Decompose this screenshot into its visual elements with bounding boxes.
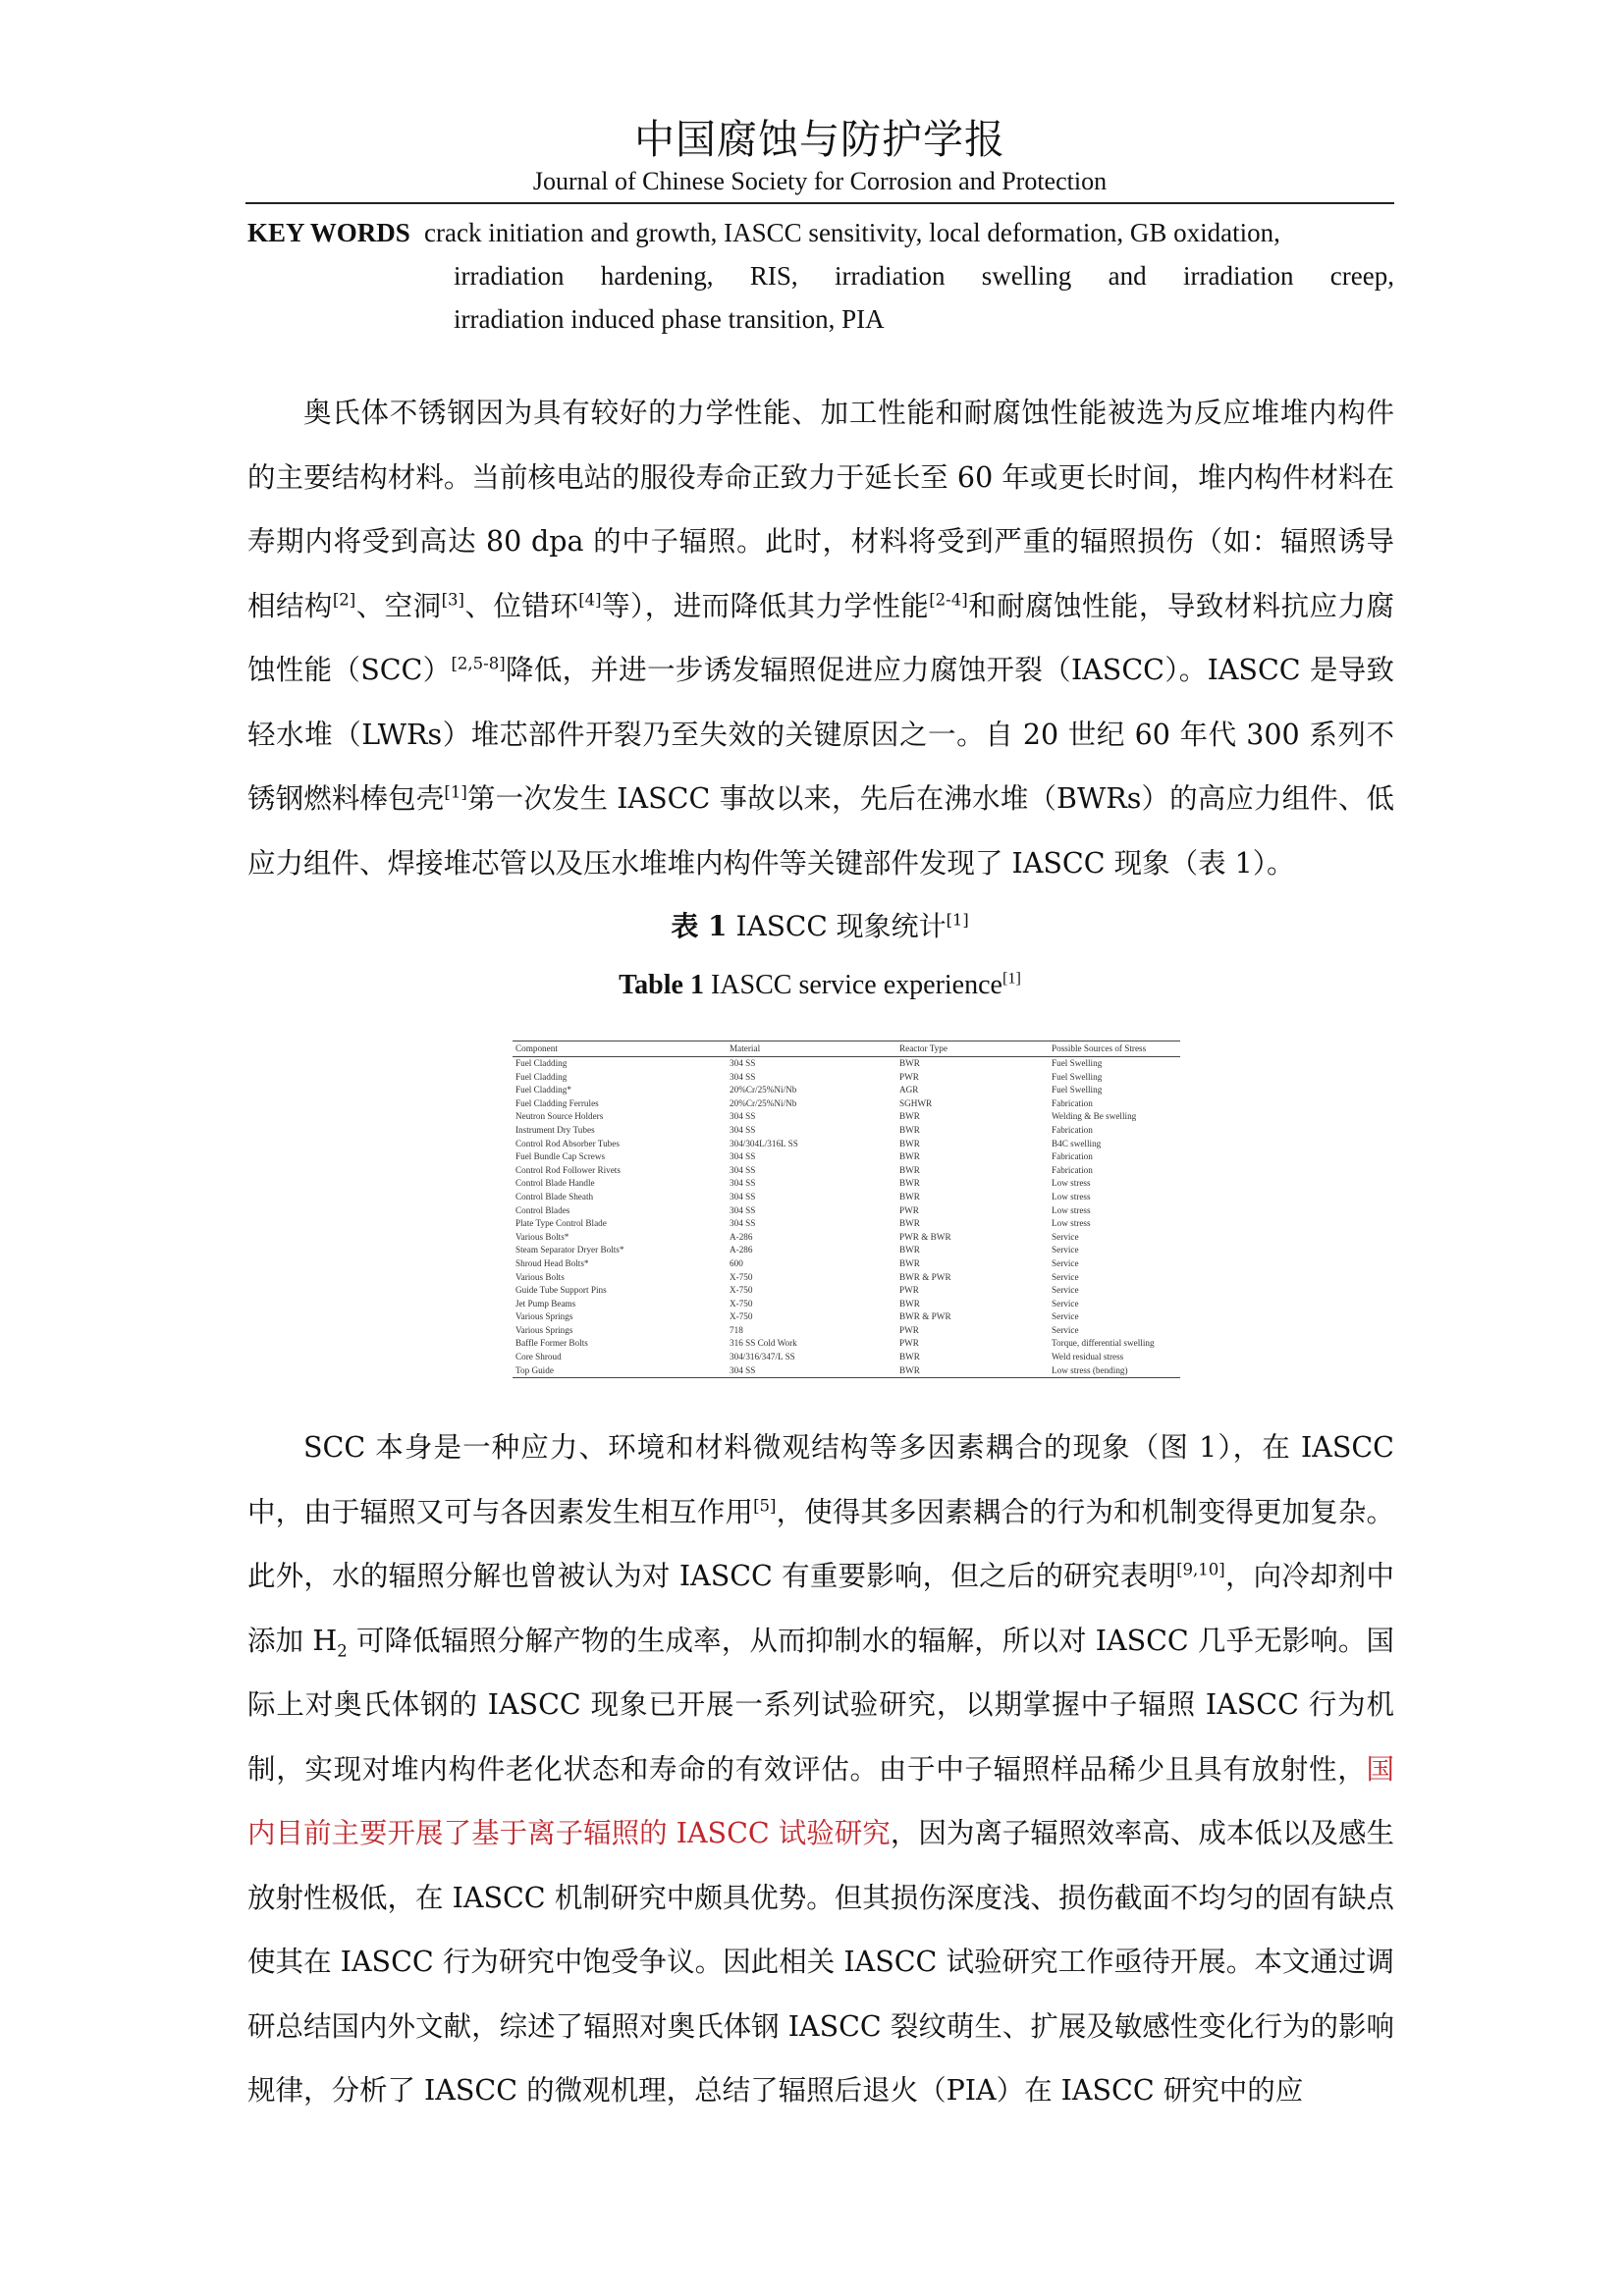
cell-material: 304/316/347/L SS — [730, 1352, 795, 1362]
cell-stress-source: Fabrication — [1052, 1164, 1093, 1175]
table-row — [513, 1097, 1180, 1111]
cell-stress-source: Low stress (bending) — [1049, 1364, 1180, 1378]
cell-stress-source: Service — [1052, 1298, 1079, 1308]
cell-reactor-type: BWR — [899, 1164, 920, 1175]
cell-reactor-type: PWR — [899, 1071, 919, 1082]
keywords-line-1: crack initiation and growth, IASCC sensitivity, local deformation, GB oxidation, — [424, 218, 1280, 247]
cell-stress-source: Service — [1052, 1231, 1079, 1242]
cell-component: Control Rod Follower Rivets — [515, 1164, 621, 1175]
cell-component: Various Bolts* — [515, 1231, 569, 1242]
text-run: 可降低辐照分解产物的生成率，从而抑制水的辐解，所以对 IASCC 几乎无影响。国际上对奥氏体钢的 IASCC 现象已开展一系列试验研究，以期掌握中子辐照 IASCC 行为机制，实现对堆内构件老化状态和寿命的有效评估。由于中子辐照样品稀少且具有放射性， — [247, 1624, 1394, 1786]
table-row — [513, 1150, 1180, 1164]
cell-component: Various Springs — [515, 1311, 573, 1322]
cell-reactor-type: AGR — [899, 1085, 919, 1095]
cell-component: Top Guide — [513, 1364, 727, 1378]
header-stress-sources: Possible Sources of Stress — [1049, 1041, 1180, 1057]
table-row — [513, 1124, 1180, 1138]
cell-stress-source: Fabrication — [1052, 1097, 1093, 1108]
cell-component: Instrument Dry Tubes — [515, 1124, 595, 1135]
cell-stress-source: Welding & Be swelling — [1052, 1111, 1137, 1122]
cell-material: A-286 — [730, 1245, 753, 1255]
table-row — [513, 1110, 1180, 1124]
cell-reactor-type: BWR — [899, 1178, 920, 1189]
cell-component: Control Blade Sheath — [515, 1191, 594, 1201]
cell-material: 304 SS — [730, 1218, 756, 1229]
citation: [1] — [946, 910, 969, 930]
table-caption-en — [245, 970, 1394, 1001]
table-body — [513, 1057, 1180, 1378]
journal-title-cn: 中国腐蚀与防护学报 — [634, 116, 1005, 163]
cell-reactor-type: PWR — [899, 1285, 919, 1296]
citation: [1] — [1001, 969, 1021, 988]
cell-reactor-type: BWR — [899, 1257, 920, 1268]
text-run: ，因为离子辐照效率高、成本低以及感生放射性极低，在 IASCC 机制研究中颇具优势。但其损伤深度浅、损伤截面不均匀的固有缺点使其在 IASCC 行为研究中饱受争议。因此相关 IASCC 试验研究工作亟待开展。本文通过调研总结国内外文献，综述了辐照对奥氏体钢 IASCC 裂纹萌生、扩展及敏感性变化行为的影响规律，分析了 IASCC 的微观机理，总结了辐照后退火（PIA）在 IASCC 研究中的应 — [247, 1817, 1394, 2107]
table-row — [513, 1231, 1180, 1245]
cell-stress-source: B4C swelling — [1052, 1138, 1102, 1148]
cell-stress-source: Low stress — [1052, 1204, 1091, 1215]
cell-stress-source: Torque, differential swelling — [1052, 1338, 1155, 1349]
highlighted-text: 国内目前主要开展了基于离子辐照的 IASCC 试验研究 — [247, 1752, 1394, 1849]
cell-stress-source: Low stress — [1052, 1178, 1091, 1189]
cell-reactor-type: BWR — [899, 1138, 920, 1148]
table-row — [513, 1217, 1180, 1231]
cell-material: 20%Cr/25%Ni/Nb — [730, 1085, 797, 1095]
text-run: 等），进而降低其力学性能 — [601, 589, 930, 622]
table-row — [513, 1071, 1180, 1085]
table-row — [513, 1164, 1180, 1178]
citation: [3] — [441, 590, 464, 609]
cell-reactor-type: BWR — [899, 1058, 920, 1068]
journal-title-en: Journal of Chinese Society for Corrosion and Protection — [532, 167, 1108, 195]
text-run: 第一次发生 IASCC 事故以来，先后在沸水堆（BWRs）的高应力组件、低应力组件、焊接堆芯管以及压水堆堆内构件等关键部件发现了 IASCC 现象（表 1）。 — [247, 782, 1394, 880]
keywords-line-2: irradiation hardening, RIS, irradiation swelling and irradiation creep, — [454, 261, 1394, 291]
citation: [1] — [444, 782, 467, 802]
keywords-label: KEY WORDS — [247, 218, 410, 247]
text-run: 降低，并进一步诱发辐照促进应力腐蚀开裂（IASCC）。IASCC 是导致轻水堆（LWRs）堆芯部件开裂乃至失效的关键原因之一。自 20 世纪 60 年代 300 系列不锈钢燃料棒包壳 — [247, 654, 1395, 815]
cell-component: Shroud Head Bolts* — [515, 1257, 589, 1268]
citation: [2-4] — [929, 590, 968, 609]
text-run: 奥氏体不锈钢因为具有较好的力学性能、加工性能和耐腐蚀性能被选为反应堆堆内构件的主要结构材料。当前核电站的服役寿命正致力于延长至 60 年或更长时间，堆内构件材料在寿期内将受到高达 80 dpa 的中子辐照。此时，材料将受到严重的辐照损伤（如：辐照诱导相结构 — [247, 397, 1394, 622]
cell-reactor-type: BWR & PWR — [899, 1271, 951, 1282]
cell-component: Jet Pump Beams — [515, 1298, 576, 1308]
cell-component: Baffle Former Bolts — [515, 1338, 588, 1349]
cell-reactor-type: BWR — [899, 1111, 920, 1122]
text-run: ，向冷却剂中添加 H — [247, 1560, 1394, 1657]
cell-stress-source: Fabrication — [1052, 1124, 1093, 1135]
cell-reactor-type: BWR — [896, 1364, 1049, 1378]
text-run: 、空洞 — [355, 589, 442, 622]
keywords-line-3: irradiation induced phase transition, PIA — [454, 304, 885, 334]
table-row — [513, 1257, 1180, 1271]
table-row — [513, 1271, 1180, 1285]
cell-stress-source: Fuel Swelling — [1052, 1058, 1103, 1068]
cell-component: Guide Tube Support Pins — [515, 1285, 607, 1296]
table-row — [513, 1177, 1180, 1191]
table-row — [513, 1138, 1180, 1151]
cell-reactor-type: BWR — [899, 1151, 920, 1162]
table-row — [513, 1284, 1180, 1298]
citation: [5] — [753, 1496, 777, 1515]
cell-stress-source: Fuel Swelling — [1052, 1085, 1103, 1095]
cell-material: X-750 — [730, 1311, 753, 1322]
table-header-row — [513, 1041, 1180, 1057]
paragraph-intro-text — [247, 381, 1394, 895]
citation: [9,10] — [1176, 1560, 1225, 1579]
table-row — [513, 1298, 1180, 1311]
cell-material: 304 SS — [730, 1178, 756, 1189]
header-material: Material — [727, 1041, 896, 1057]
journal-header — [245, 114, 1394, 198]
table-row — [513, 1057, 1180, 1071]
caption-label: Table 1 — [619, 970, 704, 1000]
cell-reactor-type: BWR — [899, 1218, 920, 1229]
cell-stress-source: Service — [1052, 1245, 1079, 1255]
iascc-table-grid — [513, 1041, 1180, 1378]
subscript: 2 — [337, 1641, 348, 1661]
cell-material: X-750 — [730, 1271, 753, 1282]
table-row — [513, 1364, 1180, 1378]
cell-material: 304 SS — [730, 1111, 756, 1122]
table-row — [513, 1310, 1180, 1324]
text-run: SCC 本身是一种应力、环境和材料微观结构等多因素耦合的现象（图 1），在 IASCC 中，由于辐照又可与各因素发生相互作用 — [247, 1431, 1394, 1528]
cell-reactor-type: PWR — [899, 1338, 919, 1349]
cell-component: Neutron Source Holders — [515, 1111, 604, 1122]
cell-stress-source: Weld residual stress — [1052, 1352, 1124, 1362]
cell-component: Control Rod Absorber Tubes — [515, 1138, 620, 1148]
cell-stress-source: Service — [1052, 1257, 1079, 1268]
text-run: ，使得其多因素耦合的行为和机制变得更加复杂。此外，水的辐照分解也曾被认为对 IASCC 有重要影响，但之后的研究表明 — [247, 1495, 1394, 1592]
cell-component: Various Bolts — [515, 1271, 565, 1282]
cell-reactor-type: SGHWR — [899, 1097, 933, 1108]
cell-reactor-type: BWR — [899, 1245, 920, 1255]
cell-material: 304 SS — [730, 1151, 756, 1162]
cell-component: Various Springs — [515, 1324, 573, 1335]
cell-material: X-750 — [730, 1285, 753, 1296]
cell-material: 304 SS — [730, 1124, 756, 1135]
cell-component: Core Shroud — [515, 1352, 562, 1362]
paragraph-scc — [247, 1415, 1394, 2123]
text-run: 、位错环 — [463, 589, 579, 622]
table-row — [513, 1204, 1180, 1218]
cell-material: 304 SS — [730, 1071, 756, 1082]
cell-material: 718 — [730, 1324, 743, 1335]
caption-text: IASCC service experience — [703, 970, 1002, 1000]
cell-component: Plate Type Control Blade — [515, 1218, 607, 1229]
table-caption-cn — [245, 905, 1394, 944]
cell-material: 304 SS — [730, 1058, 756, 1068]
table-row — [513, 1324, 1180, 1338]
cell-component: Control Blade Handle — [515, 1178, 595, 1189]
cell-reactor-type: BWR & PWR — [899, 1311, 951, 1322]
cell-reactor-type: PWR — [899, 1204, 919, 1215]
cell-stress-source: Service — [1052, 1271, 1079, 1282]
cell-reactor-type: BWR — [899, 1352, 920, 1362]
header-rule — [245, 202, 1394, 204]
cell-component: Control Blades — [515, 1204, 570, 1215]
cell-reactor-type: BWR — [899, 1298, 920, 1308]
cell-material: 304 SS — [730, 1191, 756, 1201]
header-component: Component — [513, 1041, 727, 1057]
table-row — [513, 1191, 1180, 1204]
cell-stress-source: Service — [1052, 1324, 1079, 1335]
cell-material: 20%Cr/25%Ni/Nb — [730, 1097, 797, 1108]
cell-material: 316 SS Cold Work — [730, 1338, 797, 1349]
cell-reactor-type: PWR — [899, 1324, 919, 1335]
cell-component: Fuel Cladding Ferrules — [515, 1097, 599, 1108]
cell-stress-source: Low stress — [1052, 1218, 1091, 1229]
cell-stress-source: Fabrication — [1052, 1151, 1093, 1162]
cell-component: Steam Separator Dryer Bolts* — [515, 1245, 624, 1255]
cell-material: 304 SS — [727, 1364, 896, 1378]
cell-stress-source: Low stress — [1052, 1191, 1091, 1201]
cell-reactor-type: BWR — [899, 1191, 920, 1201]
paragraph-intro — [247, 381, 1394, 895]
table-row — [513, 1084, 1180, 1097]
cell-stress-source: Service — [1052, 1311, 1079, 1322]
cell-reactor-type: BWR — [899, 1124, 920, 1135]
text-run: 和耐腐蚀性能，导致材料抗应力腐蚀性能（SCC） — [247, 589, 1394, 686]
citation: [2,5-8] — [451, 654, 506, 673]
caption-text: IASCC 现象统计 — [727, 910, 947, 942]
cell-material: 304/304L/316L SS — [730, 1138, 798, 1148]
paragraph-scc-text — [247, 1415, 1394, 2123]
cell-component: Fuel Cladding — [515, 1058, 568, 1068]
caption-label: 表 1 — [671, 910, 728, 942]
cell-material: X-750 — [730, 1298, 753, 1308]
table-row — [513, 1337, 1180, 1351]
cell-material: A-286 — [730, 1231, 753, 1242]
cell-reactor-type: PWR & BWR — [899, 1231, 951, 1242]
cell-material: 304 SS — [730, 1164, 756, 1175]
citation: [4] — [578, 590, 602, 609]
table-row — [513, 1351, 1180, 1364]
cell-component: Fuel Cladding* — [515, 1085, 571, 1095]
cell-component: Fuel Cladding — [515, 1071, 568, 1082]
cell-material: 304 SS — [730, 1204, 756, 1215]
cell-stress-source: Fuel Swelling — [1052, 1071, 1103, 1082]
cell-stress-source: Service — [1052, 1285, 1079, 1296]
table-row — [513, 1244, 1180, 1257]
cell-material: 600 — [730, 1257, 743, 1268]
citation: [2] — [332, 590, 356, 609]
cell-component: Fuel Bundle Cap Screws — [515, 1151, 606, 1162]
iascc-table — [513, 1041, 1180, 1392]
header-reactor-type: Reactor Type — [896, 1041, 1049, 1057]
